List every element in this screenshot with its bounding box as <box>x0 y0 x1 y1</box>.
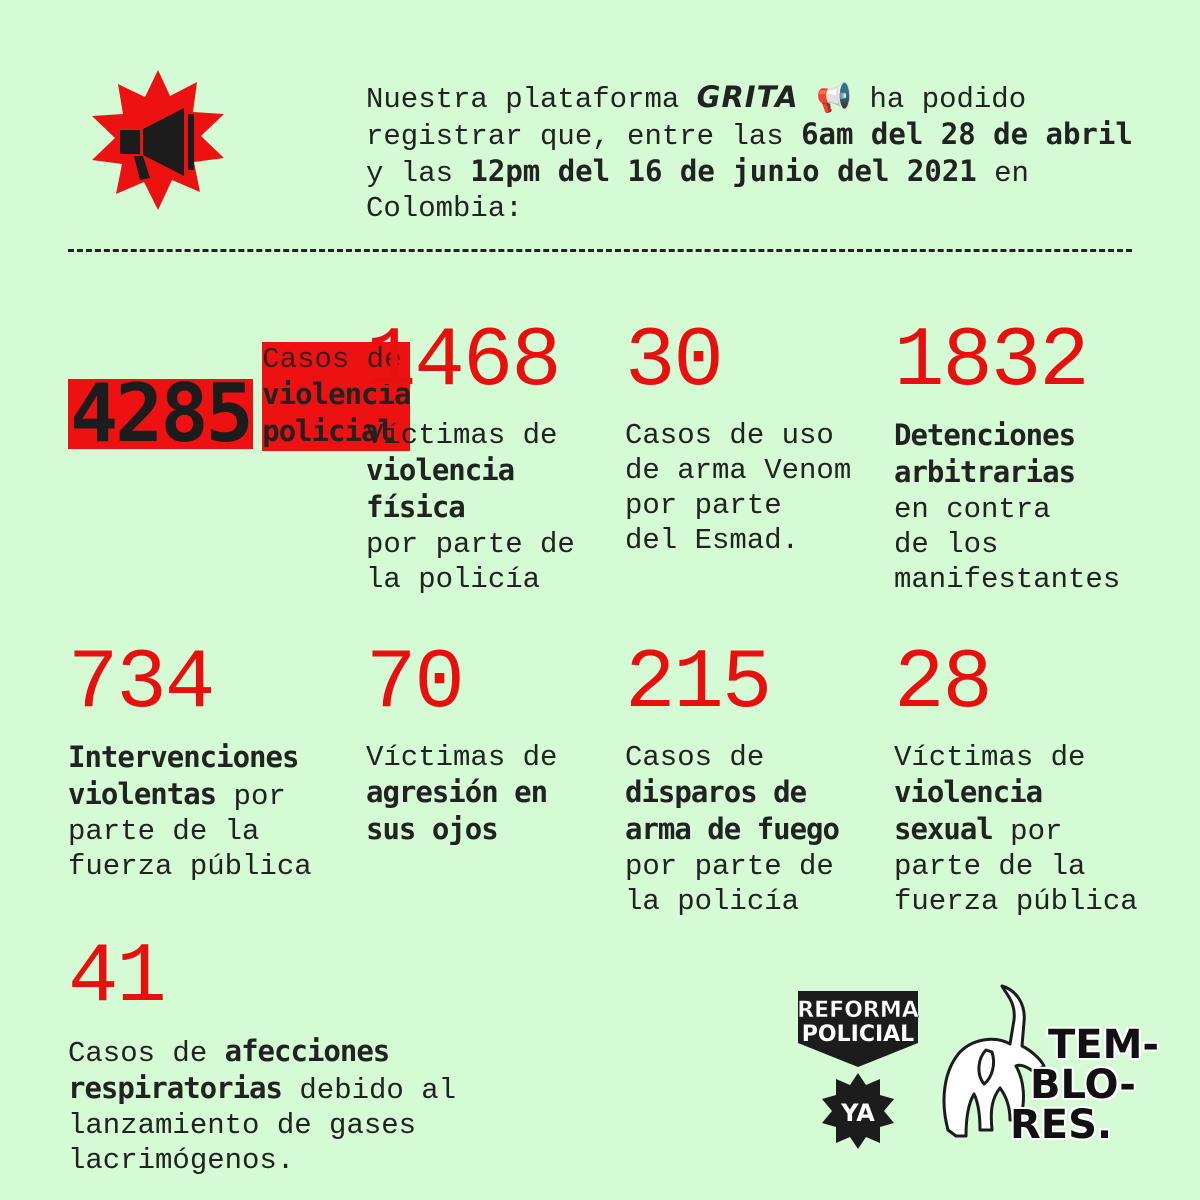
stat-violent-interventions <box>68 637 312 884</box>
stat-number: 41 <box>68 931 165 1026</box>
stat-description: Casos de disparos de arma de fuego por parte de la policía <box>625 741 839 918</box>
stat-description: Víctimas de agresión en sus ojos <box>366 741 558 846</box>
reforma-policial-logo <box>794 985 922 1150</box>
stat-description: Víctimas de violencia física por parte de la policía <box>366 419 575 596</box>
svg-text:YA: YA <box>841 1099 875 1127</box>
stat-number: 1832 <box>894 315 1088 410</box>
grita-brand: GRITA <box>696 80 799 114</box>
stat-number: 734 <box>68 637 214 732</box>
stat-number: 1468 <box>366 315 560 410</box>
megaphone-badge <box>88 70 228 210</box>
stat-description: Casos de violencia policial <box>262 342 410 451</box>
dashed-divider <box>68 249 1132 252</box>
svg-text:POLICIAL: POLICIAL <box>801 1022 915 1047</box>
stat-number: 70 <box>366 637 463 732</box>
temblores-logo: TEM- BLO- RES. <box>930 980 1140 1150</box>
stat-description: Casos de uso de arma Venom por parte del Esmad. <box>625 419 852 557</box>
stat-number: 4285 <box>70 367 251 460</box>
svg-text:REFORMA: REFORMA <box>797 998 919 1023</box>
stat-firearm-shots <box>625 637 839 919</box>
stat-venom-weapon <box>625 315 852 558</box>
stat-description: Casos de afecciones respiratorias debido al lanzamiento de gases lacrimógenos. <box>68 1034 457 1177</box>
stat-description: Detenciones arbitrarias en contra de los manifestantes <box>894 418 1121 596</box>
intro-text: Nuestra plataforma GRITA 📢 ha podido registrar que, entre las 6am del 28 de abril y las 12pm del 16 de junio del 2021 en Colombia: <box>366 80 1133 225</box>
stat-police-violence <box>68 324 411 460</box>
megaphone-emoji-icon: 📢 <box>815 83 853 116</box>
stat-sexual-violence <box>894 637 1138 919</box>
stat-respiratory <box>68 931 457 1178</box>
stat-number: 28 <box>894 637 991 732</box>
stat-arbitrary-detentions <box>894 315 1121 597</box>
stat-physical-violence <box>366 315 575 597</box>
stat-description: Víctimas de violencia sexual por parte de la fuerza pública <box>894 741 1138 918</box>
stat-number: 30 <box>625 315 722 410</box>
stat-eye-injuries <box>366 637 558 849</box>
stat-number: 215 <box>625 637 771 732</box>
stat-description: Intervenciones violentas por parte de la fuerza pública <box>68 740 312 883</box>
